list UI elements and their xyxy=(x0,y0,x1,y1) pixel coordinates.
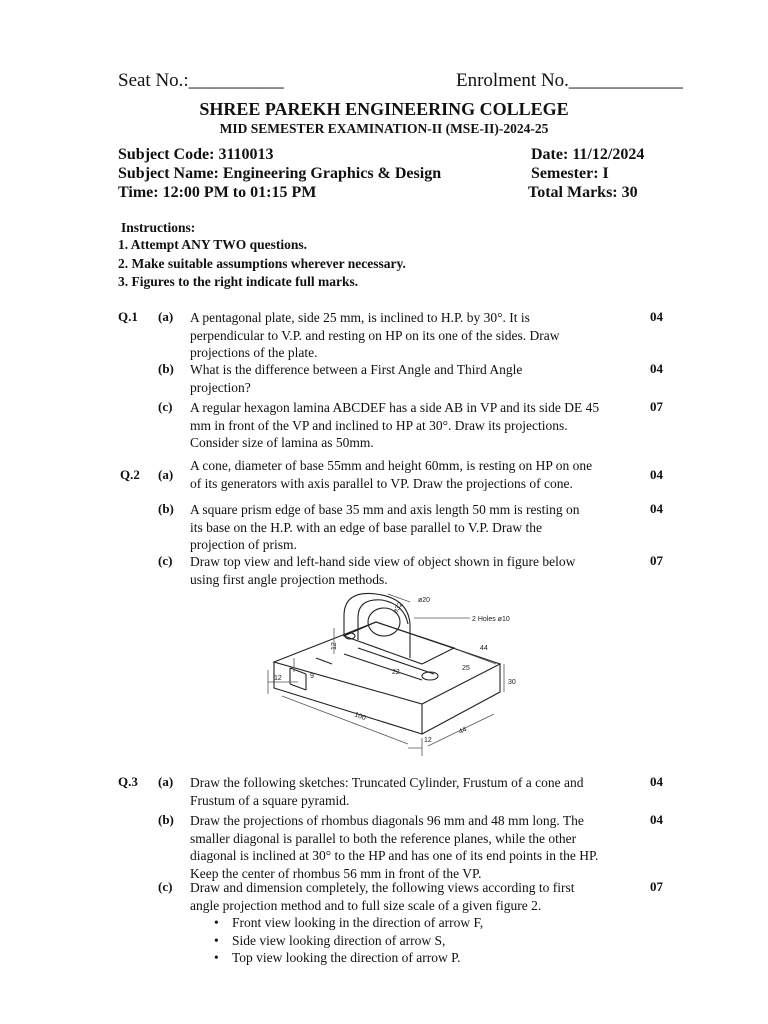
dim-44-bottom: 44 xyxy=(457,726,468,736)
exam-time: Time: 12:00 PM to 01:15 PM xyxy=(118,184,317,201)
dim-25: 25 xyxy=(462,665,470,672)
college-name: SHREE PAREKH ENGINEERING COLLEGE xyxy=(199,99,569,119)
question-text: Draw the following sketches: Truncated Cylinder, Frustum of a cone and Frustum of a square pyramid. xyxy=(190,775,584,808)
part-label: (b) xyxy=(158,812,174,827)
part-label: (c) xyxy=(158,879,173,894)
marks: 04 xyxy=(650,501,663,516)
list-item: • Front view looking in the direction of arrow F, xyxy=(212,914,638,932)
dim-9: 9 xyxy=(310,673,314,680)
dim-12-vertical: 12 xyxy=(331,642,338,650)
part-label: (a) xyxy=(158,774,174,789)
list-item: • Top view looking the direction of arrow P. xyxy=(212,949,638,967)
question-number: Q.1 xyxy=(118,309,138,324)
dim-d20: ø20 xyxy=(418,597,431,604)
dim-44-top: 44 xyxy=(480,645,488,652)
dim-12-left: 12 xyxy=(274,675,282,682)
seat-number-label: Seat No.:__________ xyxy=(118,70,284,91)
instructions-title: Instructions: xyxy=(121,220,196,235)
part-label: (a) xyxy=(158,467,174,482)
question-text: Draw the projections of rhombus diagonals 96 mm and 48 mm long. The smaller diagonal is parallel to both the reference planes, while the other diagonal is inclined at 30° to the HP and has one of its end points in the HP. Keep the center of rhombus 56 mm in front of the VP. xyxy=(190,813,599,881)
marks: 07 xyxy=(650,399,663,414)
question-number: Q.3 xyxy=(118,774,138,789)
question-text: A cone, diameter of base 55mm and height 60mm, is resting on HP on one of its generators with axis parallel to VP. Draw the projections of cone. xyxy=(190,458,593,491)
enrolment-number-label: Enrolment No.____________ xyxy=(456,70,683,91)
dim-holes: 2 Holes ø10 xyxy=(472,616,510,623)
marks: 04 xyxy=(650,361,663,376)
dim-12-bottom: 12 xyxy=(424,737,432,744)
question-text: A pentagonal plate, side 25 mm, is inclined to H.P. by 30°. It is perpendicular to V.P. and resting on HP on its one of the sides. Draw projections of the plate. xyxy=(190,310,560,360)
marks: 04 xyxy=(650,309,663,324)
total-marks: Total Marks: 30 xyxy=(528,184,638,201)
marks: 04 xyxy=(650,774,663,789)
part-label: (c) xyxy=(158,399,173,414)
marks: 04 xyxy=(650,812,663,827)
dim-d32: ø32 xyxy=(391,601,405,616)
marks: 07 xyxy=(650,553,663,568)
question-text: A regular hexagon lamina ABCDEF has a side AB in VP and its side DE 45 mm in front of the VP and inclined to HP at 30°. Draw its projections. Consider size of lamina as 50mm. xyxy=(190,400,600,450)
subject-name: Subject Name: Engineering Graphics & Design xyxy=(118,165,442,182)
dim-100: 100 xyxy=(353,711,367,723)
subject-code: Subject Code: 3110013 xyxy=(118,146,274,163)
question-text: Draw and dimension completely, the following views according to first angle projection method and to full size scale of a given figure 2. • Front view looking in the direction of arrow F, • Side view looking direction of arrow S, • Top view looking the direction of arrow P. xyxy=(190,879,638,967)
part-label: (b) xyxy=(158,361,174,376)
question-text: Draw top view and left-hand side view of object shown in figure below using first angle projection methods. xyxy=(190,554,576,587)
base-top-face xyxy=(274,622,500,704)
part-label: (b) xyxy=(158,501,174,516)
dim-30: 30 xyxy=(508,679,516,686)
exam-date: Date: 11/12/2024 xyxy=(531,146,645,163)
part-label: (a) xyxy=(158,309,174,324)
instruction-item: 3. Figures to the right indicate full marks. xyxy=(118,274,359,289)
isometric-object-figure xyxy=(258,588,548,760)
view-list xyxy=(212,914,638,967)
question-text: A square prism edge of base 35 mm and axis length 50 mm is resting on its base on the H.P. with an edge of base parallel to V.P. Draw the projection of prism. xyxy=(190,502,580,552)
instruction-item: 1. Attempt ANY TWO questions. xyxy=(118,237,308,252)
dim-22: 22 xyxy=(392,669,400,676)
part-label: (c) xyxy=(158,553,173,568)
instruction-item: 2. Make suitable assumptions wherever necessary. xyxy=(118,256,406,271)
question-number: Q.2 xyxy=(120,467,140,482)
semester: Semester: I xyxy=(531,165,609,182)
list-item: • Side view looking direction of arrow S, xyxy=(212,932,638,950)
marks: 07 xyxy=(650,879,663,894)
base-right-face xyxy=(422,664,500,734)
question-text: What is the difference between a First Angle and Third Angle projection? xyxy=(190,362,523,395)
marks: 04 xyxy=(650,467,663,482)
exam-title: MID SEMESTER EXAMINATION-II (MSE-II)-2024-25 xyxy=(219,121,549,136)
